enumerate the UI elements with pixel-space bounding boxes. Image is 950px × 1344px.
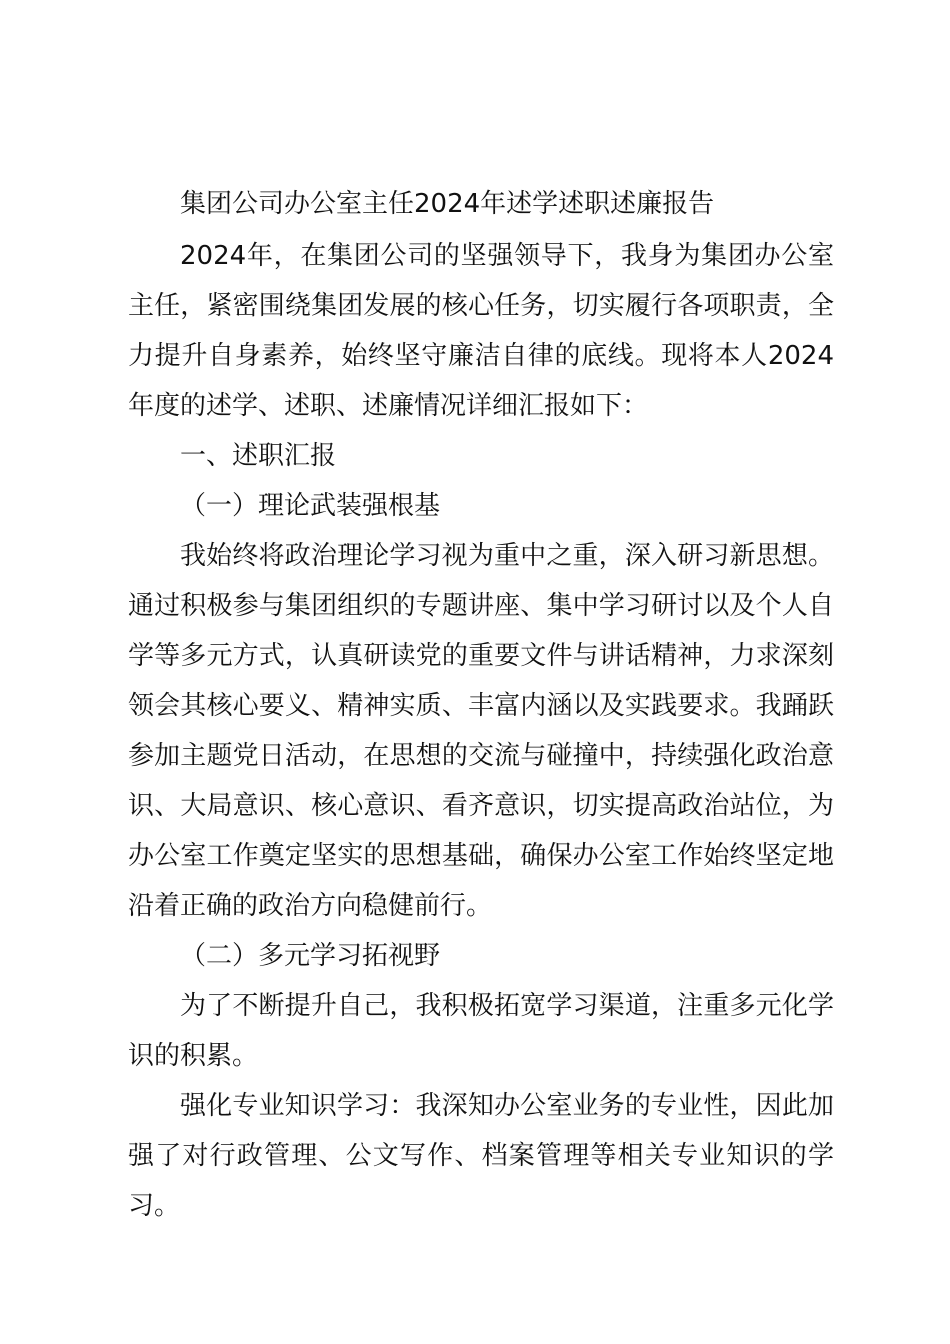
sub-heading-2: （二）多元学习拓视野	[180, 941, 441, 971]
sub2-paragraph: 为了不断提升自己，我积极拓宽学习渠道，注重多元化学识的积累。	[128, 991, 834, 1071]
intro-paragraph: 2024年，在集团公司的坚强领导下，我身为集团办公室主任，紧密围绕集团发展的核心任务，切实履行各项职责，全力提升自身素养，始终坚守廉洁自律的底线。现将本人2024年度的述学、述职、述廉情况详细汇报如下：	[128, 241, 834, 421]
sub2-point-1-paragraph: 强化专业知识学习：我深知办公室业务的专业性，因此加强了对行政管理、公文写作、档案管理等相关专业知识的学习。	[128, 1091, 834, 1221]
section-heading-1: 一、述职汇报	[180, 441, 337, 471]
sub1-paragraph: 我始终将政治理论学习视为重中之重，深入研习新思想。通过积极参与集团组织的专题讲座、集中学习研讨以及个人自学等多元方式，认真研读党的重要文件与讲话精神，力求深刻领会其核心要义、精神实质、丰富内涵以及实践要求。我踊跃参加主题党日活动，在思想的交流与碰撞中，持续强化政治意识、大局意识、核心意识、看齐意识，切实提高政治站位，为办公室工作奠定坚实的思想基础，确保办公室工作始终坚定地沿着正确的政治方向稳健前行。	[128, 541, 834, 921]
sub-heading-1: （一）理论武装强根基	[180, 491, 441, 521]
document-body	[128, 177, 834, 1231]
document-title: 集团公司办公室主任2024年述学述职述廉报告	[180, 189, 715, 219]
